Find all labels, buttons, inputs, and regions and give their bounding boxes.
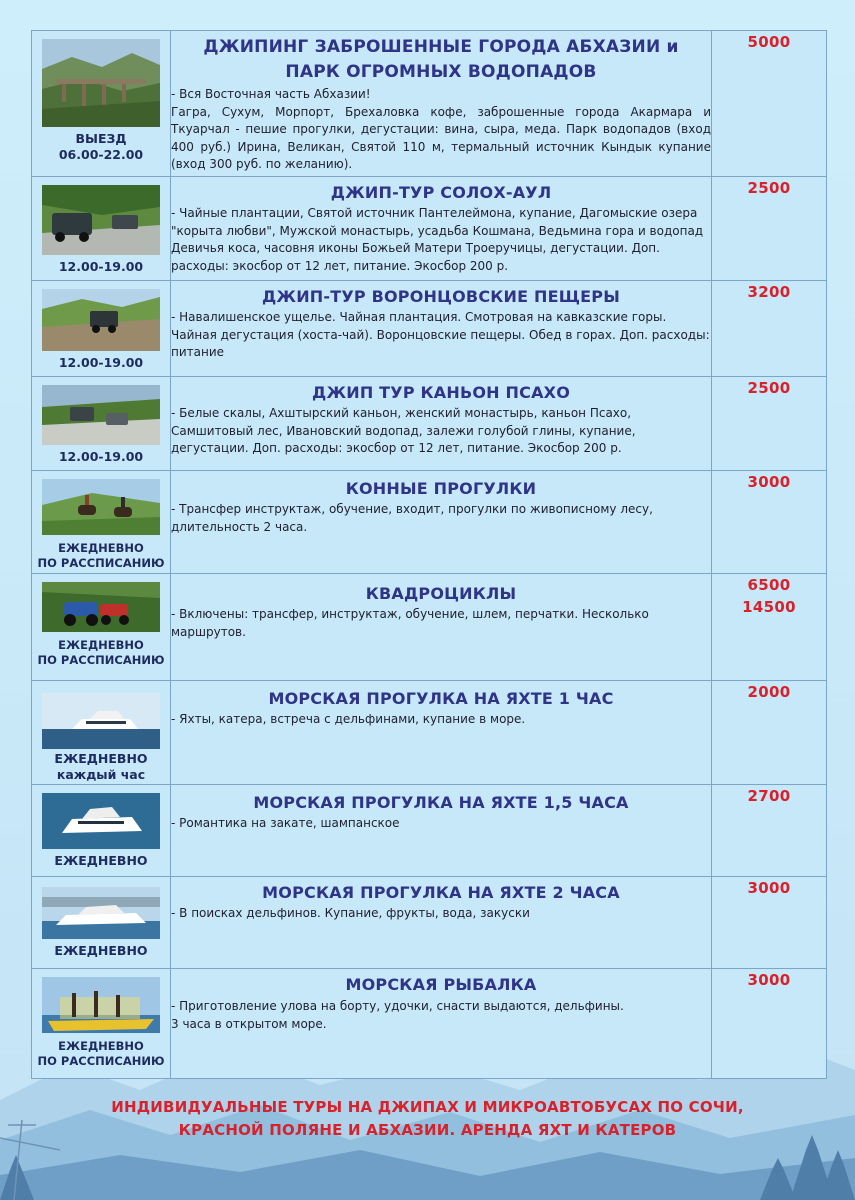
tour-price: 2500 bbox=[747, 179, 791, 197]
tour-price: 3000 bbox=[747, 879, 791, 897]
jeep-mountain-photo bbox=[42, 289, 160, 351]
tour-schedule: 12.00-19.00 bbox=[58, 259, 144, 274]
tour-title: МОРСКАЯ РЫБАЛКА bbox=[345, 975, 537, 994]
tour-title: ДЖИП-ТУР СОЛОХ-АУЛ bbox=[330, 183, 552, 202]
tour-row-sea-fishing bbox=[32, 969, 827, 1079]
tour-row-solokh-aul bbox=[32, 177, 827, 281]
tour-description: - Приготовление улова на борту, удочки, снасти выдаются, дельфины. 3 часа в открытом море. bbox=[171, 999, 624, 1031]
tour-row-jeeping-abkhazia bbox=[32, 31, 827, 177]
tour-title: КВАДРОЦИКЛЫ bbox=[365, 584, 517, 603]
tour-price: 2000 bbox=[747, 683, 791, 701]
tour-price: 6500 bbox=[747, 576, 791, 594]
tour-row-yacht-1h bbox=[32, 681, 827, 785]
footer-line: КРАСНОЙ ПОЛЯНЕ И АБХАЗИИ. АРЕНДА ЯХТ И КАТЕРОВ bbox=[178, 1121, 677, 1139]
fishing-boat-photo bbox=[42, 977, 160, 1033]
tour-schedule: ЕЖЕДНЕВНО ПО РАССПИСАНИЮ bbox=[37, 638, 165, 667]
tour-price: 3000 bbox=[747, 971, 791, 989]
tour-schedule: ЕЖЕДНЕВНО bbox=[54, 943, 148, 958]
tour-schedule: ВЫЕЗД 06.00-22.00 bbox=[58, 131, 144, 162]
tour-description: - Включены: трансфер, инструктаж, обучение, шлем, перчатки. Несколько маршрутов. bbox=[171, 607, 649, 639]
tour-title: МОРСКАЯ ПРОГУЛКА НА ЯХТЕ 2 ЧАСА bbox=[262, 883, 620, 902]
footer-line: ИНДИВИДУАЛЬНЫЕ ТУРЫ НА ДЖИПАХ И МИКРОАВТОБУСАХ ПО СОЧИ, bbox=[111, 1098, 744, 1116]
tour-description: - Трансфер инструктаж, обучение, входит, прогулки по живописному лесу, длительность 2 часа. bbox=[171, 502, 653, 534]
tours-table bbox=[31, 30, 827, 1079]
tour-schedule: ЕЖЕДНЕВНО ПО РАССПИСАНИЮ bbox=[37, 541, 165, 570]
yacht-photo bbox=[42, 793, 160, 849]
tour-row-psakho-canyon bbox=[32, 377, 827, 471]
mountain-bridge-photo bbox=[42, 39, 160, 127]
tour-price: 2500 bbox=[747, 379, 791, 397]
tour-price: 14500 bbox=[742, 598, 796, 616]
tour-description: - Навалишенское ущелье. Чайная плантация. Смотровая на кавказские горы. Чайная дегустация (хоста-чай). Воронцовские пещеры. Обед в горах. Доп. расходы: питание bbox=[171, 310, 710, 359]
tour-schedule: ЕЖЕДНЕВНО ПО РАССПИСАНИЮ bbox=[37, 1039, 165, 1068]
tour-schedule: 12.00-19.00 bbox=[58, 449, 144, 464]
yacht-photo bbox=[42, 693, 160, 749]
tour-price: 2700 bbox=[747, 787, 791, 805]
tour-description: - Яхты, катера, встреча с дельфинами, купание в море. bbox=[171, 712, 526, 726]
tour-description: - Белые скалы, Ахштырский каньон, женский монастырь, каньон Псахо, Самшитовый лес, Ивановский водопад, залежи голубой глины, купание, дегустации. Доп. расходы: экосбор от 12 лет, питание. Экосбор 200 р. bbox=[171, 406, 636, 455]
tour-schedule: ЕЖЕДНЕВНО bbox=[54, 853, 148, 868]
tour-price: 3200 bbox=[747, 283, 791, 301]
tour-title: МОРСКАЯ ПРОГУЛКА НА ЯХТЕ 1,5 ЧАСА bbox=[253, 793, 629, 812]
tour-title: ДЖИП-ТУР ВОРОНЦОВСКИЕ ПЕЩЕРЫ bbox=[261, 287, 621, 306]
tour-schedule: 12.00-19.00 bbox=[58, 355, 144, 370]
tour-title: ДЖИП ТУР КАНЬОН ПСАХО bbox=[312, 383, 570, 402]
tour-description: - Романтика на закате, шампанское bbox=[171, 816, 400, 830]
tour-description: - В поисках дельфинов. Купание, фрукты, вода, закуски bbox=[171, 906, 530, 920]
tour-price: 3000 bbox=[747, 473, 791, 491]
tour-description: - Чайные плантации, Святой источник Пантелеймона, купание, Дагомыские озера "корыта любви", Мужской монастырь, усадьба Кошмана, Ведьмина гора и водопад Девичья коса, часовня иконы Божьей Матери Троеручицы, дегустации. Доп. расходы: экосбор от 12 лет, питание. Экосбор 200 р. bbox=[171, 206, 704, 273]
tour-title: ДЖИПИНГ ЗАБРОШЕННЫЕ ГОРОДА АБХАЗИИ и ПАРК ОГРОМНЫХ ВОДОПАДОВ bbox=[203, 37, 679, 82]
tour-row-yacht-2h bbox=[32, 877, 827, 969]
jeep-canyon-photo bbox=[42, 385, 160, 445]
horse-riders-photo bbox=[42, 479, 160, 535]
tour-row-horse-riding bbox=[32, 471, 827, 574]
tour-price: 5000 bbox=[747, 33, 791, 51]
tour-row-yacht-1-5h bbox=[32, 785, 827, 877]
tour-title: КОННЫЕ ПРОГУЛКИ bbox=[345, 479, 537, 498]
footer-banner bbox=[0, 1096, 855, 1142]
tour-title: МОРСКАЯ ПРОГУЛКА НА ЯХТЕ 1 ЧАС bbox=[268, 689, 614, 708]
tour-schedule: ЕЖЕДНЕВНО каждый час bbox=[54, 751, 148, 782]
tour-description: - Вся Восточная часть Абхазии! Гагра, Сухум, Морпорт, Брехаловка кофе, заброшенные города Акармара и Ткуарчал - пешие прогулки, дегустации: вина, сыра, меда. Парк водопадов (вход 400 руб.) Ирина, Великан, Святой 110 м, термальный источник Кындык купание (вход 300 руб. по желанию). bbox=[171, 87, 711, 171]
tour-row-vorontsov-caves bbox=[32, 281, 827, 377]
yacht-photo bbox=[42, 887, 160, 939]
jeep-river-photo bbox=[42, 185, 160, 255]
quad-bike-photo bbox=[42, 582, 160, 632]
tour-row-quad-bikes bbox=[32, 574, 827, 681]
